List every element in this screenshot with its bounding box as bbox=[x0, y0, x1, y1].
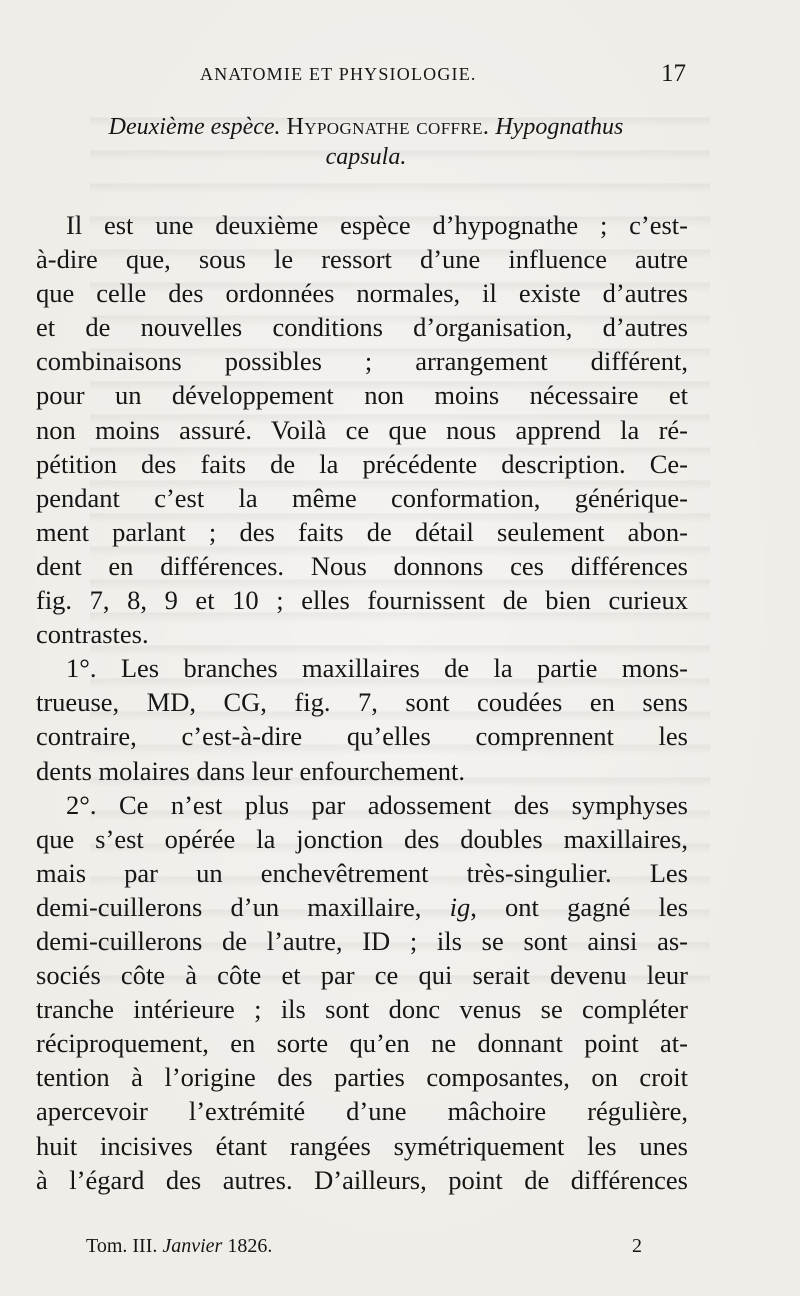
signature-mark: 2 bbox=[632, 1235, 642, 1257]
text-line: ment parlant ; des faits de détail seulement abon- bbox=[36, 516, 688, 547]
text-line: non moins assuré. Voilà ce que nous apprend la ré- bbox=[36, 414, 688, 445]
text-line: trueuse, MD, CG, fig. 7, sont coudées en sens bbox=[36, 687, 688, 718]
text-line: à-dire que, sous le ressort d’une influence autre bbox=[36, 244, 688, 275]
signature-line bbox=[86, 1235, 272, 1258]
text-line: que s’est opérée la jonction des doubles maxillaires, bbox=[36, 823, 688, 854]
text-line: pendant c’est la même conformation, générique- bbox=[36, 482, 688, 513]
text-line: dents molaires dans leur enfourchement. bbox=[36, 755, 466, 786]
running-head bbox=[0, 60, 800, 90]
text-line: 1°. Les branches maxillaires de la partie mons- bbox=[66, 653, 688, 684]
signature-year: 1826. bbox=[227, 1235, 273, 1257]
body-text bbox=[36, 208, 688, 1197]
running-title: ANATOMIE ET PHYSIOLOGIE. bbox=[200, 64, 477, 84]
text-line: huit incisives étant rangées symétriquement les unes bbox=[36, 1130, 688, 1161]
text-line: sociés côte à côte et par ce qui serait devenu leur bbox=[36, 960, 688, 991]
text-line: Il est une deuxième espèce d’hypognathe ; c’est- bbox=[66, 210, 688, 240]
italic-label-ig: ig bbox=[449, 891, 471, 922]
text-line: contraire, c’est-à-dire qu’elles comprennent les bbox=[36, 721, 688, 752]
signature-footer bbox=[0, 1235, 800, 1265]
text-line: à l’égard des autres. D’ailleurs, point de différences bbox=[36, 1164, 688, 1195]
section-title bbox=[36, 112, 696, 172]
text-line: dent en différences. Nous donnons ces différences bbox=[36, 550, 688, 581]
text-line: pétition des faits de la précédente description. Ce- bbox=[36, 448, 688, 479]
text-line: tranche intérieure ; ils sont donc venus se compléter bbox=[36, 994, 688, 1025]
text-fragment: , ont gagné les bbox=[470, 891, 689, 922]
section-title-latin-species: capsula. bbox=[325, 144, 407, 170]
text-line: tention à l’origine des parties composantes, on croit bbox=[36, 1062, 688, 1093]
signature-volume: Tom. III. bbox=[86, 1235, 158, 1257]
text-line: que celle des ordonnées normales, il existe d’autres bbox=[36, 278, 688, 309]
text-line: fig. 7, 8, 9 et 10 ; elles fournissent de bien curieux bbox=[36, 585, 688, 616]
section-title-latin-genus: Hypognathus bbox=[495, 114, 624, 140]
text-line: pour un développement non moins nécessaire et bbox=[36, 380, 688, 411]
text-line: apercevoir l’extrémité d’une mâchoire régulière, bbox=[36, 1096, 688, 1127]
text-line-with-italic bbox=[36, 890, 688, 924]
text-fragment: demi-cuillerons d’un maxillaire, bbox=[36, 891, 422, 922]
signature-month: Janvier bbox=[162, 1235, 223, 1257]
page-number: 17 bbox=[661, 60, 686, 87]
text-line: combinaisons possibles ; arrangement différent, bbox=[36, 346, 688, 377]
section-title-species: Deuxième espèce. bbox=[108, 114, 281, 140]
text-line: demi-cuillerons de l’autre, ID ; ils se sont ainsi as- bbox=[36, 925, 688, 956]
text-line: et de nouvelles conditions d’organisation, d’autres bbox=[36, 312, 688, 343]
text-line: réciproquement, en sorte qu’en ne donnant point at- bbox=[36, 1028, 688, 1059]
text-line: contrastes. bbox=[36, 619, 149, 650]
text-line: 2°. Ce n’est plus par adossement des symphyses bbox=[66, 789, 688, 820]
text-line: mais par un enchevêtrement très-singulier. Les bbox=[36, 857, 688, 888]
section-title-common-name: Hypognathe coffre. bbox=[286, 114, 490, 140]
